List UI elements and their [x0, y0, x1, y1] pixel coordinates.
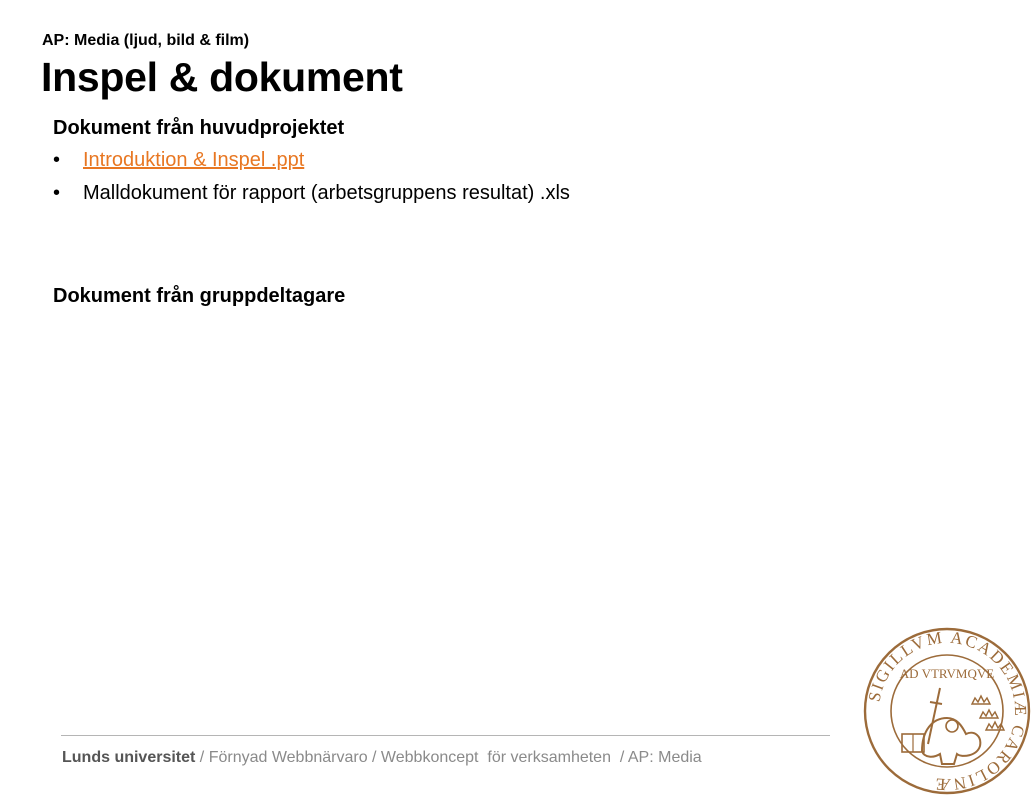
- footer-breadcrumb: / Förnyad Webbnärvaro / Webbkoncept för verksamheten / AP: Media: [195, 749, 702, 766]
- bullet-icon: •: [53, 182, 61, 204]
- slide-kicker: AP: Media (ljud, bild & film): [42, 32, 250, 49]
- svg-text:AD VTRVMQVE: AD VTRVMQVE: [899, 666, 995, 681]
- section-heading-participants: Dokument från gruppdeltagare: [53, 285, 346, 307]
- university-seal-icon: [862, 626, 1032, 796]
- footer-text: [62, 748, 702, 768]
- section-heading-main-project: Dokument från huvudprojektet: [53, 117, 345, 139]
- bullet-icon: •: [53, 149, 61, 171]
- document-list: [53, 148, 570, 214]
- footer-university: Lunds universitet: [62, 749, 196, 766]
- list-item: [53, 148, 570, 181]
- intro-ppt-link[interactable]: Introduktion & Inspel .ppt: [83, 149, 305, 171]
- report-template-item: Malldokument för rapport (arbetsgruppens resultat) .xls: [83, 182, 570, 204]
- list-item: [53, 181, 570, 214]
- svg-text:SIGILLVM ACADEMIÆ CAROLINÆ: SIGILLVM ACADEMIÆ CAROLINÆ: [864, 627, 1031, 795]
- footer-divider: [61, 735, 830, 736]
- slide-title: Inspel & dokument: [41, 54, 403, 100]
